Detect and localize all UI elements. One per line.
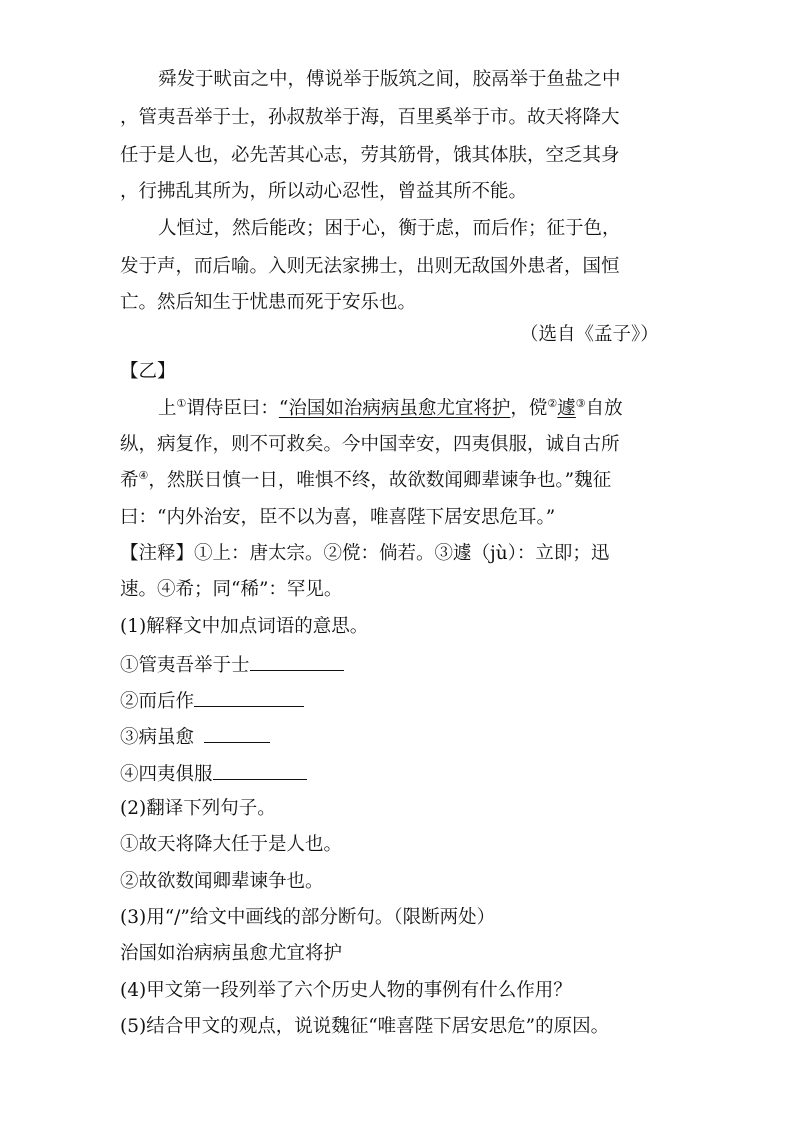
yi-line-4: 曰：“内外治安，臣不以为喜，唯喜陛下居安思危耳。” [120,507,556,528]
answer-blank[interactable] [204,724,270,743]
question-1-item-3: ③病虽愈 [0,724,793,750]
question-1-item-4: ④四夷俱服 [0,761,793,787]
question-2-item-2: ②故欲数闻卿辈谏争也。 [120,871,324,892]
yi-line-1e: 自放 [585,398,623,419]
question-4: (4)甲文第一段列举了六个历史人物的事例有什么作用？ [120,980,572,1001]
jia-line-3: 任于是人也，必先苦其心志，劳其筋骨，饿其体肤，空乏其身 [120,145,620,166]
note-marker-2: ② [547,397,558,410]
yi-line-1c: ，傥 [510,398,548,419]
yi-line-3b: ，然朕日慎一日，唯惧不终，故欲数闻卿辈谏争也。”魏征 [148,470,612,491]
question-2: (2)翻译下列句子。 [120,798,276,819]
question-1-item-2: ②而后作 [0,688,793,714]
jia-line-7: 亡。然后知生于忧患而死于安乐也。 [120,292,417,313]
jia-line-1: 舜发于畎亩之中，傅说举于版筑之间，胶鬲举于鱼盐之中 [158,69,621,90]
note-marker-4: ④ [138,469,149,482]
question-2-item-1: ①故天将降大任于是人也。 [120,834,343,855]
yi-line-3a: 希 [120,470,139,491]
notes-line-2: 速。④希；同“稀”：罕见。 [120,579,343,600]
jia-line-6: 发于声，而后喻。入则无法家拂士，出则无敌国外患者，国恒 [120,256,620,277]
note-marker-3: ③ [575,397,586,410]
question-3-text: 治国如治病病虽愈尤宜将护 [120,943,343,964]
yi-underlined-quote: “治国如治病病虽愈尤宜将护 [278,398,511,419]
yi-label: 【乙】 [120,361,176,382]
question-5: (5)结合甲文的观点，说说魏征“唯喜陛下居安思危”的原因。 [120,1016,610,1037]
question-3: (3)用“/”给文中画线的部分断句。（限断两处） [120,907,496,928]
jia-source: （选自《孟子》） [520,324,659,345]
note-marker-1: ① [176,397,187,410]
question-1-item-1: ①管夷吾举于士 [0,652,793,678]
jia-line-4: ，行拂乱其所为，所以动心忍性，曾益其所不能。 [120,181,528,202]
answer-blank[interactable] [194,688,304,707]
notes-line-1: 【注释】①上：唐太宗。②傥：倘若。③遽（jù）：立即；迅 [120,543,610,564]
yi-line-3 [0,469,793,493]
yi-word-ju: 遽 [557,398,576,419]
yi-line-1b: 谓侍臣曰： [186,398,279,419]
jia-line-5: 人恒过，然后能改；困于心，衡于虑，而后作；征于色， [158,218,621,239]
jia-line-2: ，管夷吾举于士，孙叔敖举于海，百里奚举于市。故天将降大 [120,107,620,128]
yi-line-1a: 上 [158,398,177,419]
yi-line-2: 纵，病复作，则不可救矣。今中国幸安，四夷俱服，诚自古所 [120,434,620,455]
yi-line-1 [0,397,793,421]
answer-blank[interactable] [250,652,344,671]
answer-blank[interactable] [213,761,307,780]
question-1: (1)解释文中加点词语的意思。 [120,616,369,637]
